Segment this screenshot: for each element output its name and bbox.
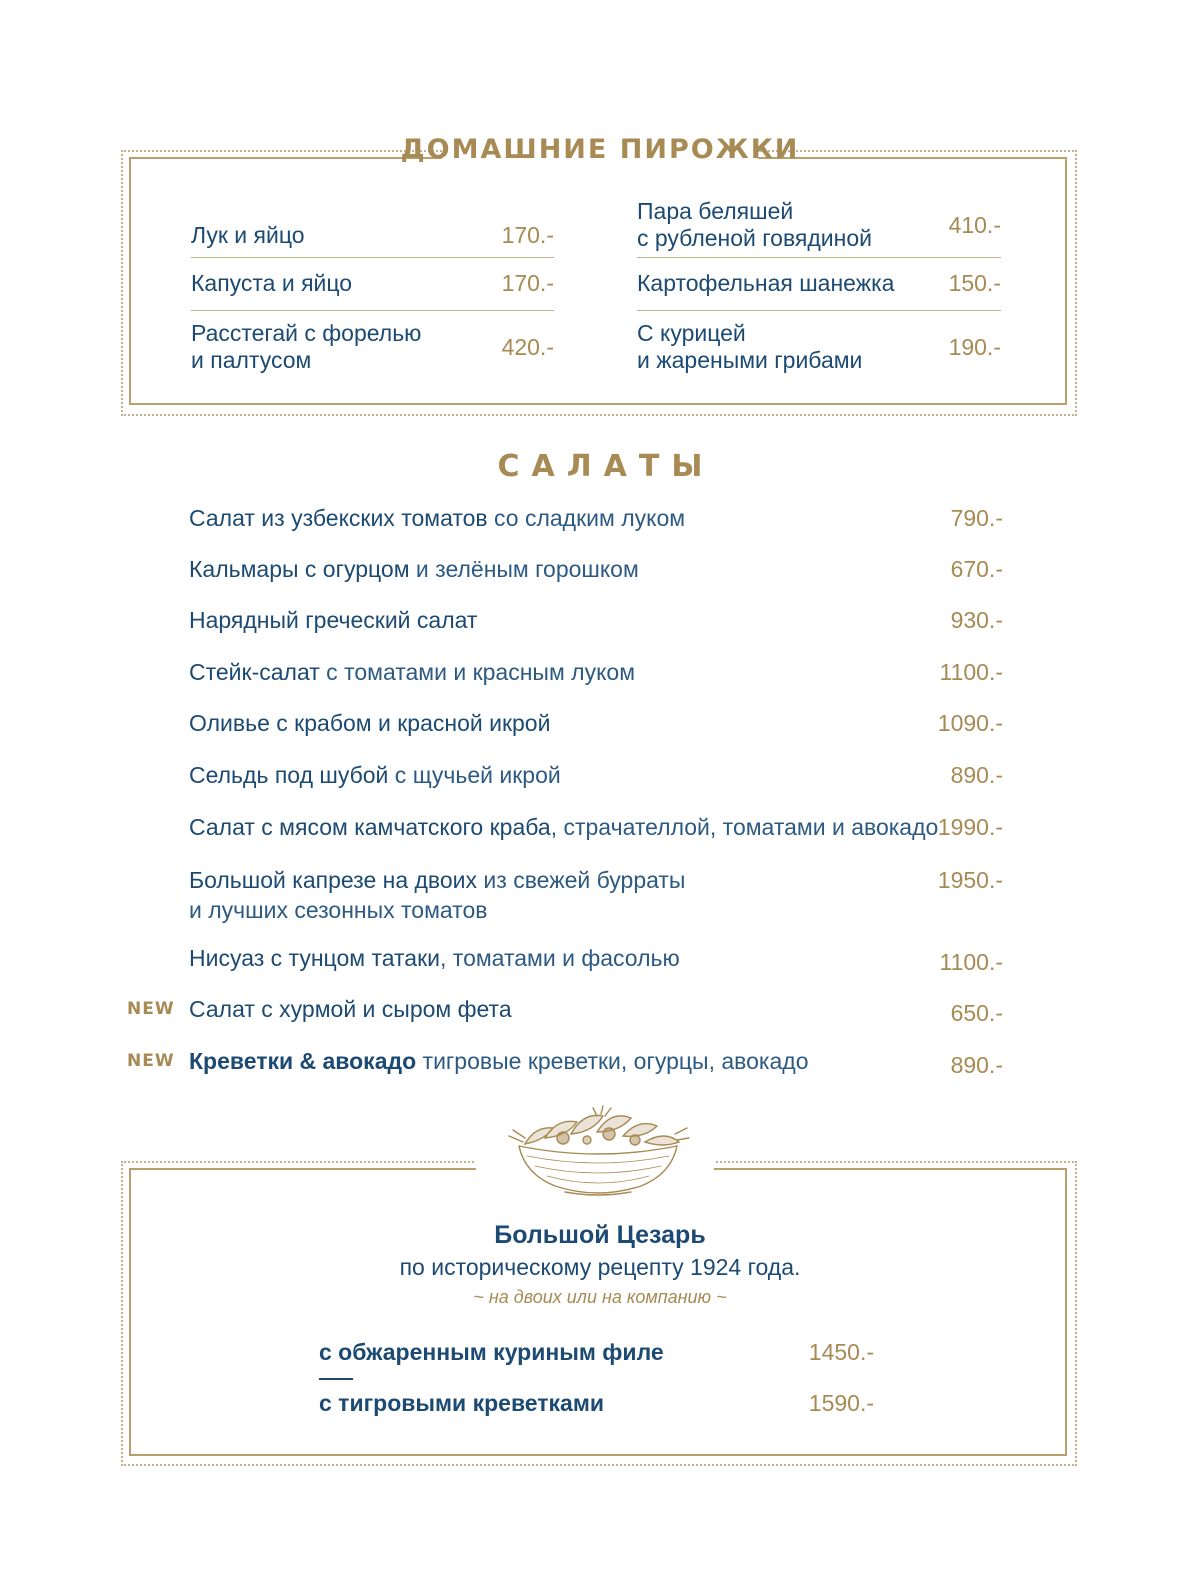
new-badge: NEW — [127, 999, 175, 1019]
salad-description: тигровые креветки, огурцы, авокадо — [416, 1048, 809, 1074]
divider — [191, 257, 554, 258]
salads-title: САЛАТЫ — [497, 449, 715, 484]
salad-name: Нарядный греческий салат — [189, 607, 478, 633]
salad-name: Салат с мясом камчатского краба — [189, 814, 551, 840]
caesar-subtitle: по историческому рецепту 1924 года. — [399, 1254, 801, 1280]
salad-price: 1100.- — [939, 659, 1003, 685]
pirozhki-item-name: Капуста и яйцо — [191, 270, 353, 296]
salad-name: Салат из узбекских томатов — [189, 505, 488, 531]
salad-name: Оливье с крабом и красной икрой — [189, 710, 551, 736]
salad-item — [189, 605, 1003, 635]
salad-description: с щучьей икрой — [388, 762, 561, 788]
caesar-option-price: 1590.- — [808, 1390, 874, 1416]
caesar-option-name: с обжаренным куриным филе — [319, 1339, 664, 1365]
pirozhki-item-price: 420.- — [501, 333, 554, 360]
salad-bowl-icon — [505, 1104, 691, 1200]
pirozhki-title: ДОМАШНИЕ ПИРОЖКИ — [400, 134, 800, 165]
pirozhki-item — [637, 318, 1001, 376]
salad-description: , страчателлой, томатами и авокадо — [550, 814, 939, 840]
salad-description: с томатами и красным луком — [319, 659, 636, 685]
salad-price: 890.- — [950, 1052, 1003, 1078]
pirozhki-item — [191, 318, 554, 376]
salad-description: со сладким луком — [487, 505, 686, 531]
pirozhki-item — [637, 270, 1001, 297]
pirozhki-item — [191, 270, 554, 297]
salad-item — [189, 657, 1003, 687]
caesar-title: Большой Цезарь — [494, 1221, 706, 1249]
caesar-option — [319, 1390, 874, 1417]
divider — [637, 257, 1001, 258]
salad-price: 930.- — [950, 607, 1003, 633]
salad-price: 1990.- — [937, 814, 1003, 840]
salad-price: 790.- — [950, 505, 1003, 531]
new-badge: NEW — [127, 1051, 175, 1071]
salad-description-line2: и лучших сезонных томатов — [189, 897, 488, 923]
salad-name: Большой капрезе на двоих — [189, 867, 478, 893]
pirozhki-item — [191, 222, 554, 249]
salad-name: Кальмары с огурцом — [189, 556, 410, 582]
salad-item — [189, 554, 1003, 584]
pirozhki-item — [637, 197, 1001, 253]
salad-name: Сельдь под шубой — [189, 762, 389, 788]
pirozhki-item-name: С курицей и жареными грибами — [637, 320, 863, 373]
caesar-option — [319, 1339, 874, 1366]
divider — [191, 310, 554, 311]
salad-item — [189, 812, 1003, 842]
salad-price: 1950.- — [937, 867, 1003, 893]
salad-description: и зелёным горошком — [409, 556, 639, 582]
pirozhki-item-price: 150.- — [948, 270, 1001, 296]
salad-item — [189, 708, 1003, 738]
salad-name: Стейк-салат — [189, 659, 320, 685]
pirozhki-item-price: 170.- — [501, 270, 554, 296]
salad-name: Нисуаз с тунцом татаки — [189, 945, 441, 971]
salad-description: , томатами и фасолью — [440, 945, 680, 971]
salad-description: из свежей бурраты — [477, 867, 686, 893]
salad-price: 650.- — [950, 1000, 1003, 1026]
pirozhki-item-name: Картофельная шанежка — [637, 270, 895, 296]
salad-item — [189, 865, 1003, 925]
pirozhki-item-price: 190.- — [948, 333, 1001, 360]
salad-item — [189, 943, 1003, 973]
pirozhki-item-name: Лук и яйцо — [191, 222, 305, 248]
salad-item — [189, 503, 1003, 533]
pirozhki-item-name: Пара беляшей с рубленой говядиной — [637, 198, 872, 251]
divider — [637, 310, 1001, 311]
caesar-option-price: 1450.- — [808, 1339, 874, 1365]
pirozhki-item-name: Расстегай с форелью и палтусом — [191, 320, 422, 373]
salad-item — [189, 994, 1003, 1024]
pirozhki-item-price: 410.- — [948, 211, 1001, 238]
caesar-note: ~ на двоих или на компанию ~ — [473, 1287, 727, 1307]
salad-item — [189, 760, 1003, 790]
salad-name: Креветки & авокадо — [189, 1048, 417, 1074]
salad-price: 890.- — [950, 762, 1003, 788]
salad-price: 670.- — [950, 556, 1003, 582]
salad-price: 1100.- — [939, 949, 1003, 975]
salad-name: Салат с хурмой и сыром фета — [189, 996, 512, 1022]
salad-item — [189, 1046, 1003, 1076]
divider — [319, 1378, 353, 1380]
salad-price: 1090.- — [937, 710, 1003, 736]
pirozhki-item-price: 170.- — [501, 222, 554, 248]
caesar-option-name: с тигровыми креветками — [319, 1390, 604, 1416]
